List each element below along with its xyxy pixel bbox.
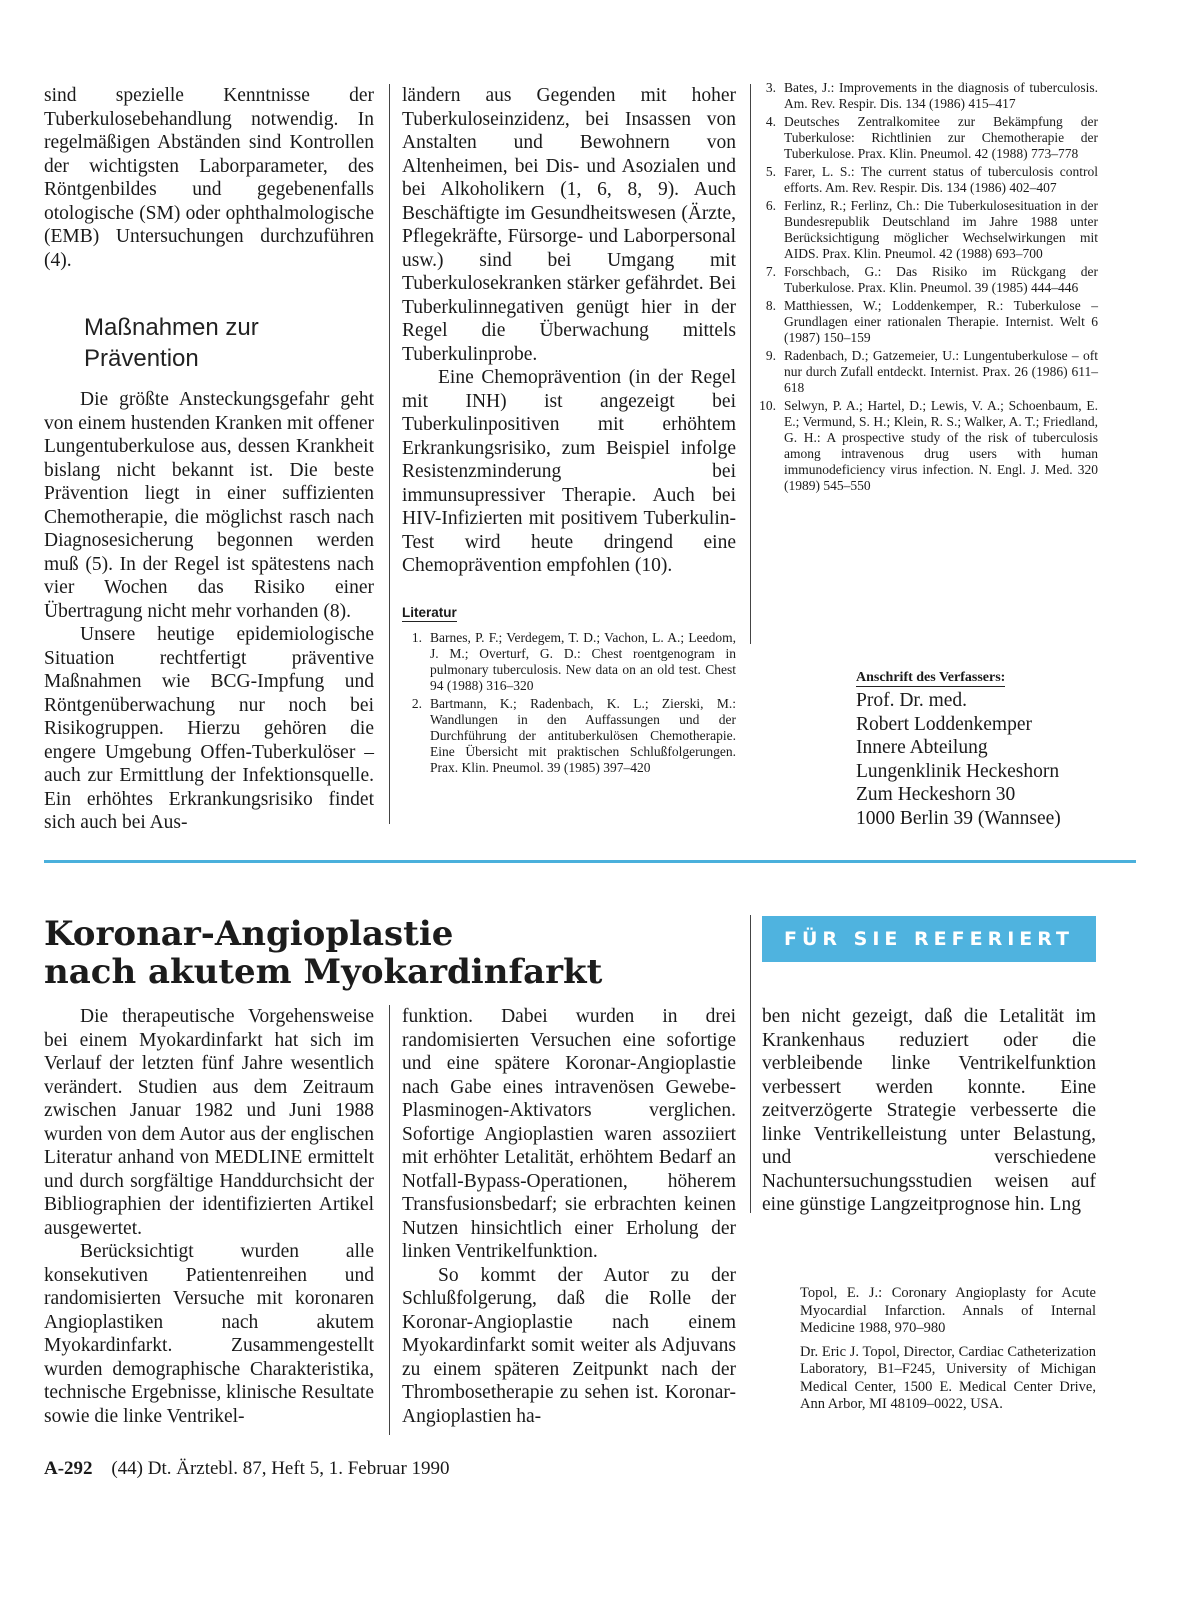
paragraph: ben nicht gezeigt, daß die Letalität im Krankenhaus reduziert oder die verbleibende linke Ventrikelfunktion verbessert werden konnte. Eine zeitverzögerte Strategie verbesserte die linke Ventrikelleistung unter Belastung, und verschiedene Nachuntersuchungsstudien weisen auf eine günstige Langzeitprognose hin. Lng [762,1006,1096,1215]
paragraph: Unsere heutige epidemiologische Situation rechtfertigt präventive Maßnahmen wie BCG-Impfung und Röntgenüberwachung nur noch bei Risikogruppen. Hierzu gehören die engere Umgebung Offen-Tuberkulöser – auch zur Ermittlung der Infektionsquelle. Ein erhöhtes Erkrankungsrisiko findet sich auch bei Aus- [44,624,374,833]
reference-number: 10. [759,398,776,413]
reference-item [402,630,736,694]
reference-text: Barnes, P. F.; Verdegem, T. D.; Vachon, L. A.; Leedom, J. M.; Overturf, G. D.: Chest roentgenogram in pulmonary tuberculosis. New data on an old test. Chest 94 (1988) 316–320 [430,629,736,693]
paragraph: So kommt der Autor zu der Schlußfolgerung, daß die Rolle der Koronar-Angioplastie nach einem Myokardinfarkt somit weiter als Adjuvans zu einem späteren Zeitpunkt nach der Thrombosetherapie zu sehen ist. Koronar-Angioplastien ha- [402,1264,736,1427]
literature-block [402,604,736,776]
column-rule [750,915,751,1213]
top-col3 [756,80,1098,496]
reference-text: Bates, J.: Improvements in the diagnosis of tuberculosis. Am. Rev. Respir. Dis. 134 (1986) 415–417 [784,80,1098,111]
bottom-col2 [402,1005,736,1428]
address-line: Zum Heckeshorn 30 [856,784,1016,805]
reference-number: 8. [765,298,776,313]
reference-number: 1. [411,629,422,645]
reference-text: Radenbach, D.; Gatzemeier, U.: Lungentuberkulose – oft nur durch Zufall entdeckt. Internist. Prax. 26 (1986) 611–618 [784,348,1098,395]
reference-number: 9. [765,348,776,363]
reference-list [402,630,736,776]
paragraph-intro: sind spezielle Kenntnisse der Tuberkulosebehandlung notwendig. In regelmäßigen Abständen sind Kontrollen der wichtigsten Laborparameter, des Röntgenbildes und gegebenenfalls otologische (SM) oder ophthalmologische (EMB) Untersuchungen durchzuführen (4). [44,85,374,271]
literature-heading: Literatur [402,604,457,620]
source-citation: Topol, E. J.: Coronary Angioplasty for Acute Myocardial Infarction. Annals of Internal Medicine 1988, 970–980 [800,1285,1096,1336]
reference-text: Ferlinz, R.; Ferlinz, Ch.: Die Tuberkulosesituation in der Bundesrepublik Deutschland im Jahre 1988 unter Berücksichtigung möglicher Wechselwirkungen mit AIDS. Prax. Klin. Pneumol. 42 (1988) 693–700 [784,198,1098,261]
column-rule [750,84,751,644]
reference-number: 7. [765,264,776,279]
journal-info: (44) Dt. Ärztebl. 87, Heft 5, 1. Februar 1990 [111,1458,450,1479]
reference-list [756,80,1098,494]
reference-item [756,114,1098,162]
paragraph: Die größte Ansteckungsgefahr geht von einem hustenden Kranken mit offener Lungentuberkulose aus, dessen Krankheit bislang nicht bekannt ist. Die beste Prävention liegt in einer suffizienten Chemotherapie, die möglichst rasch nach Diagnosesicherung begonnen werden muß (5). In der Regel ist spätestens nach vier Wochen das Risiko einer Übertragung nicht mehr vorhanden (8). [44,389,374,622]
top-col1 [44,84,374,835]
reference-item [402,696,736,776]
paragraph: ländern aus Gegenden mit hoher Tuberkuloseinzidenz, bei Insassen von Anstalten und Bewohnern von Altenheimen, bei Dis- und Asozialen und bei Alkoholikern (1, 6, 8, 9). Auch Beschäftigte im Gesundheitswesen (Ärzte, Pflegekräfte, Fürsorge- und Laborpersonal usw.) sind bei Umgang mit Tuberkulosekranken stärker gefährdet. Bei Tuberkulinnegativen genügt hier in der Regel die Überwachung mittels Tuberkulinprobe. [402,85,736,365]
reference-item [756,264,1098,296]
page-footer [44,1458,450,1480]
address-line: Lungenklinik Heckeshorn [856,760,1060,782]
reference-text: Farer, L. S.: The current status of tuberculosis control efforts. Am. Rev. Respir. Dis. 134 (1986) 402–407 [784,164,1098,195]
reference-item [756,164,1098,196]
address-line: Innere Abteilung [856,737,988,758]
reference-number: 2. [411,695,422,711]
reference-item [756,348,1098,396]
bottom-col3 [762,1005,1096,1217]
top-col2 [402,84,736,778]
reference-item [756,198,1098,262]
source-author: Dr. Eric J. Topol, Director, Cardiac Catheterization Laboratory, B1–F245, University of Michigan Medical Center, 1500 E. Medical Center Drive, Ann Arbor, MI 48109–0022, USA. [800,1343,1096,1412]
paragraph: Die therapeutische Vorgehensweise bei einem Myokardinfarkt hat sich im Verlauf der letzten fünf Jahre wesentlich verändert. Studien aus dem Zeitraum zwischen Januar 1982 und Juni 1988 wurden von dem Autor aus der englischen Literatur anhand von MEDLINE ermittelt und durch sorgfältige Handdurchsicht der Bibliographien der identifizierten Artikel ausgewertet. [44,1006,374,1239]
section-banner: FÜR SIE REFERIERT [762,916,1096,962]
reference-text: Selwyn, P. A.; Hartel, D.; Lewis, V. A.; Schoenbaum, E. E.; Vermund, S. H.; Klein, R. S.; Walker, A. T.; Friedland, G. H.: A prospective study of the risk of tuberculosis among intravenous drug users with human immunodeficiency virus infection. N. Engl. J. Med. 320 (1989) 545–550 [784,398,1098,493]
reference-number: 5. [765,164,776,179]
reference-number: 3. [765,80,776,95]
source-block [800,1285,1096,1414]
paragraph: Berücksichtigt wurden alle konsekutiven Patientenreihen und randomisierten Versuche mit koronaren Angioplastiken nach akutem Myokardinfarkt. Zusammengestellt wurden demographische Charakteristika, technische Ergebnisse, klinische Resultate sowie die linke Ventrikel- [44,1241,374,1427]
section-heading: Maßnahmen zur Prävention [84,314,259,372]
reference-text: Deutsches Zentralkomitee zur Bekämpfung der Tuberkulose: Richtlinien zur Chemotherapie der Tuberkulose. Prax. Klin. Pneumol. 42 (1988) 773–778 [784,114,1098,161]
reference-item [756,398,1098,494]
page-number: A-292 [44,1458,93,1479]
address-heading: Anschrift des Verfassers: [856,670,1006,685]
author-address [856,668,1116,830]
reference-text: Matthiessen, W.; Loddenkemper, R.: Tuberkulose – Grundlagen einer rationalen Therapie. Internist. Welt 6 (1987) 150–159 [784,298,1098,345]
reference-item [756,298,1098,346]
reference-text: Bartmann, K.; Radenbach, K. L.; Zierski, M.: Wandlungen in den Auffassungen und der Durchführung der antituberkulösen Chemotherapie. Eine Übersicht mit praktischen Schlußfolgerungen. Prax. Klin. Pneumol. 39 (1985) 397–420 [430,695,736,775]
address-line: 1000 Berlin 39 (Wannsee) [856,807,1061,829]
paragraph: funktion. Dabei wurden in drei randomisierten Versuchen eine sofortige und eine spätere Koronar-Angioplastie nach Gabe eines intravenösen Gewebe-Plasminogen-Aktivators verglichen. Sofortige Angioplastien waren assoziiert mit erhöhter Letalität, erhöhtem Bedarf an Notfall-Bypass-Operationen, höherem Transfusionsbedarf; sie erbrachten keinen Nutzen hinsichtlich einer Erholung der linken Ventrikelfunktion. [402,1006,736,1262]
section-divider [44,860,1136,863]
bottom-col1 [44,1005,374,1428]
paragraph: Eine Chemoprävention (in der Regel mit INH) ist angezeigt bei Tuberkulinpositiven mit erhöhtem Erkrankungsrisiko, zum Beispiel infolge Resistenzminderung bei immunsupressiver Therapie. Auch bei HIV-Infizierten mit positivem Tuberkulin-Test wird heute dringend eine Chemoprävention empfohlen (10). [402,367,736,576]
address-line: Robert Loddenkemper [856,713,1032,735]
reference-item [756,80,1098,112]
reference-number: 6. [765,198,776,213]
column-rule [389,84,390,824]
address-line: Prof. Dr. med. [856,690,968,711]
reference-text: Forschbach, G.: Das Risiko im Rückgang der Tuberkulose. Prax. Klin. Pneumol. 39 (1985) 444–446 [784,264,1098,295]
column-rule [389,1005,390,1435]
article-title: Koronar-Angioplastie nach akutem Myokardinfarkt [44,914,603,992]
reference-number: 4. [765,114,776,129]
